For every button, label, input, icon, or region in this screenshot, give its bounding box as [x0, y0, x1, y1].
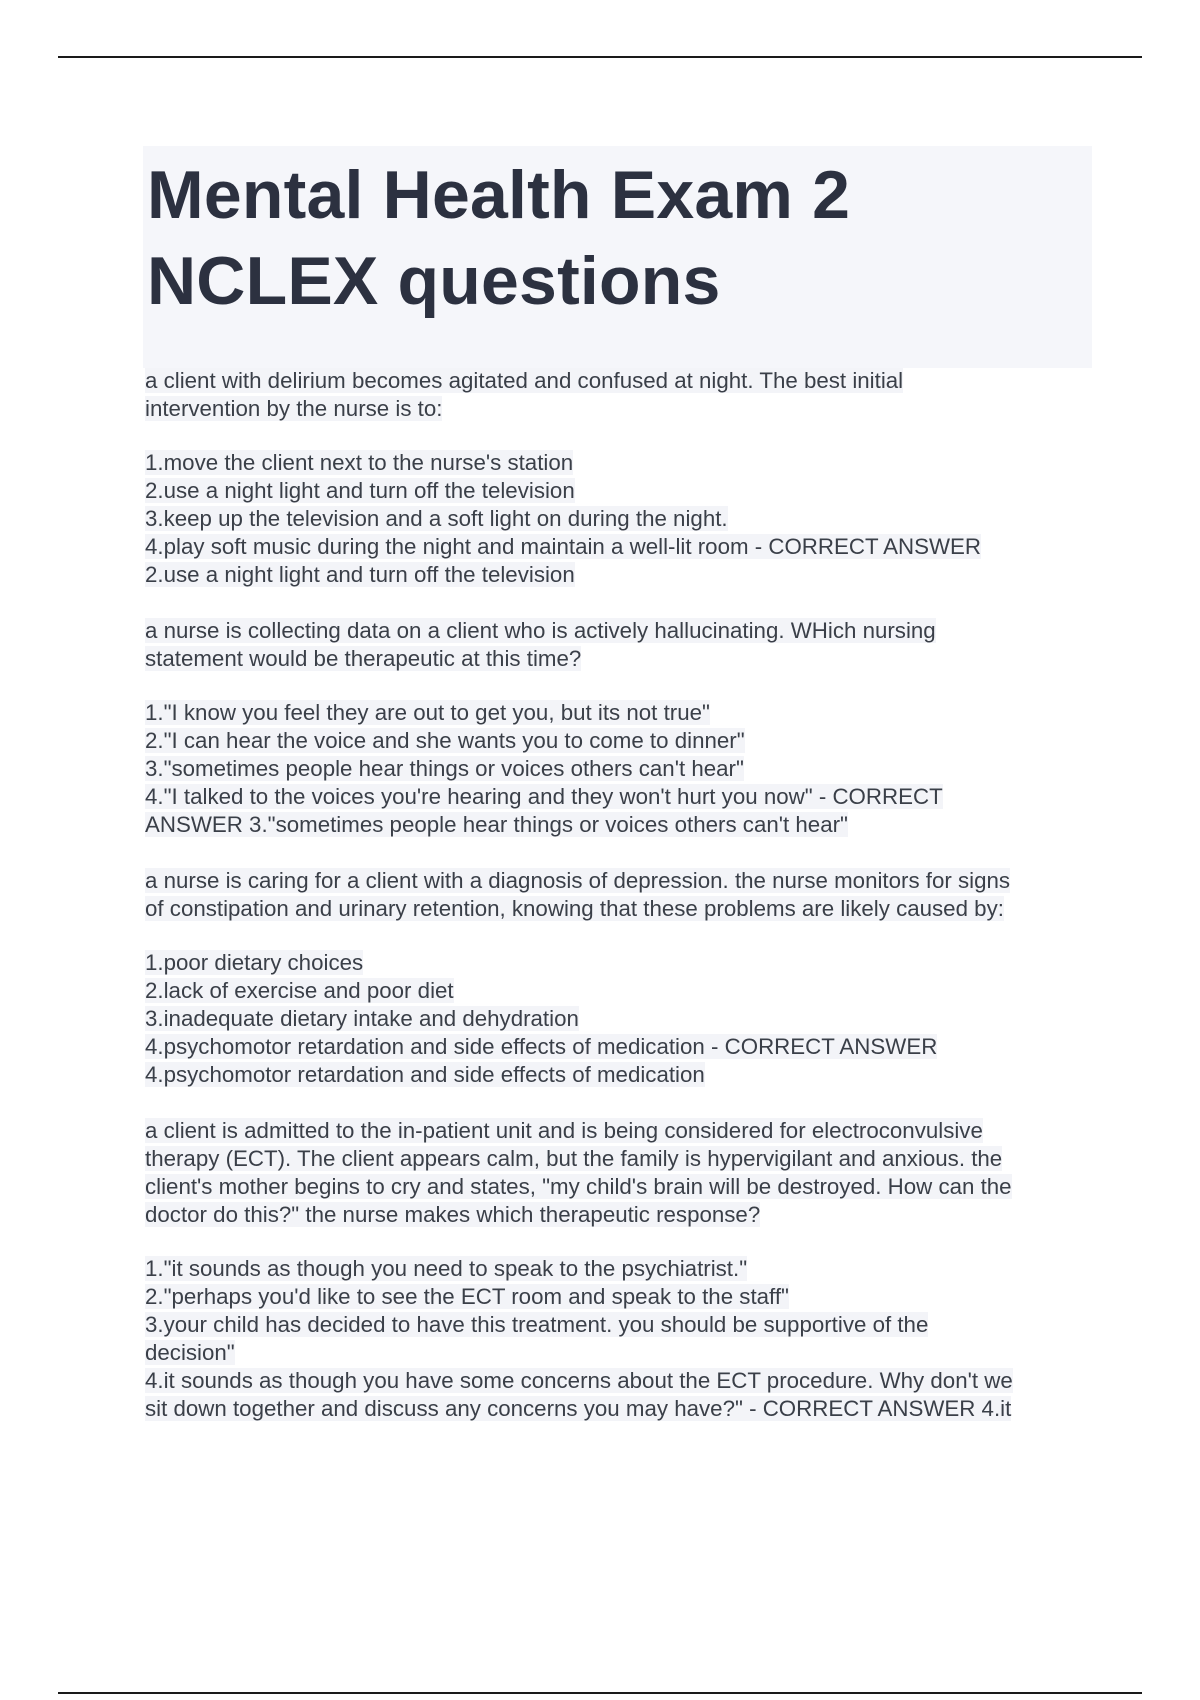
answer-option-line: 1.poor dietary choices: [145, 950, 364, 975]
answer-option-line: 3.keep up the television and a soft light on during the night.: [145, 506, 728, 531]
page-title-line-1: Mental Health Exam 2: [147, 157, 851, 233]
question-block-4: [145, 1117, 1097, 1423]
correct-answer-line: 2.use a night light and turn off the television: [145, 562, 575, 587]
answer-option-line: 1.move the client next to the nurse's station: [145, 450, 574, 475]
question-stem-line: doctor do this?" the nurse makes which therapeutic response?: [145, 1202, 761, 1227]
answer-option-line: 4."I talked to the voices you're hearing and they won't hurt you now" - CORRECT: [145, 784, 943, 809]
question-stem-line: statement would be therapeutic at this time?: [145, 646, 582, 671]
question-block-3: [145, 867, 1097, 1089]
question-stem-line: client's mother begins to cry and states, "my child's brain will be destroyed. How can the: [145, 1174, 1012, 1199]
bottom-rule: [58, 1692, 1142, 1694]
answer-option-line: decision": [145, 1340, 235, 1365]
correct-answer-line: 4.psychomotor retardation and side effects of medication: [145, 1062, 705, 1087]
question-stem-line: a client with delirium becomes agitated and confused at night. The best initial: [145, 368, 904, 393]
question-stem-line: a client is admitted to the in-patient unit and is being considered for electroconvulsive: [145, 1118, 983, 1143]
question-stem-line: therapy (ECT). The client appears calm, but the family is hypervigilant and anxious. the: [145, 1146, 1003, 1171]
answer-option-line: 1."it sounds as though you need to speak to the psychiatrist.": [145, 1256, 748, 1281]
answer-option-line: 2."I can hear the voice and she wants you to come to dinner": [145, 728, 745, 753]
question-block-2: [145, 617, 1097, 839]
questions-list: [145, 367, 1097, 1451]
question-block-1: [145, 367, 1097, 589]
answer-option-line: 1."I know you feel they are out to get you, but its not true": [145, 700, 710, 725]
correct-answer-line: sit down together and discuss any concerns you may have?" - CORRECT ANSWER 4.it: [145, 1396, 1012, 1421]
answer-option-line: 2.use a night light and turn off the television: [145, 478, 575, 503]
top-rule: [58, 56, 1142, 58]
answer-option-line: 4.psychomotor retardation and side effects of medication - CORRECT ANSWER: [145, 1034, 938, 1059]
question-stem-line: a nurse is caring for a client with a diagnosis of depression. the nurse monitors for signs: [145, 868, 1011, 893]
answer-option-line: 3.your child has decided to have this treatment. you should be supportive of the: [145, 1312, 929, 1337]
question-stem-line: of constipation and urinary retention, knowing that these problems are likely caused by:: [145, 896, 1004, 921]
answer-option-line: 2.lack of exercise and poor diet: [145, 978, 454, 1003]
answer-option-line: 4.it sounds as though you have some concerns about the ECT procedure. Why don't we: [145, 1368, 1013, 1393]
question-stem-line: intervention by the nurse is to:: [145, 396, 443, 421]
answer-option-line: 4.play soft music during the night and maintain a well-lit room - CORRECT ANSWER: [145, 534, 982, 559]
answer-option-line: 3."sometimes people hear things or voices others can't hear": [145, 756, 744, 781]
question-stem-line: a nurse is collecting data on a client who is actively hallucinating. WHich nursing: [145, 618, 936, 643]
page-title-line-2: NCLEX questions: [147, 243, 721, 319]
answer-option-line: 2."perhaps you'd like to see the ECT room and speak to the staff": [145, 1284, 789, 1309]
answer-option-line: 3.inadequate dietary intake and dehydration: [145, 1006, 579, 1031]
correct-answer-line: ANSWER 3."sometimes people hear things or voices others can't hear": [145, 812, 848, 837]
title-block: [143, 146, 1092, 368]
